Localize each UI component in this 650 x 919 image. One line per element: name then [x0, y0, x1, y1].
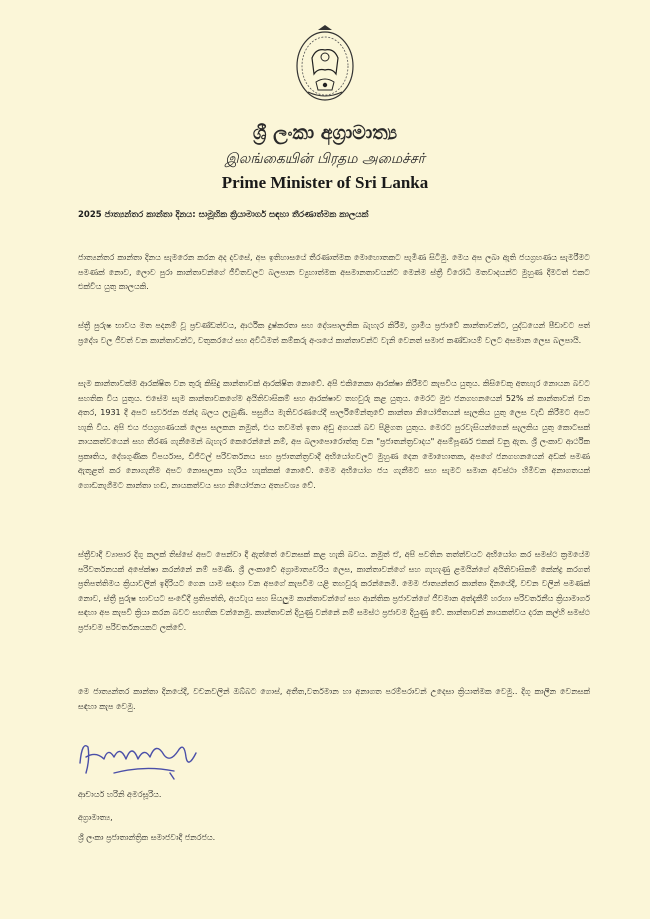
letterhead-title-english: Prime Minister of Sri Lanka — [221, 173, 429, 192]
paragraph-5: මෙ ජාත්‍යන්තර කාන්තා දිනයේදී, වචනවලින් ඔබ්බට ගොස්, අතීත,වර්තමාන හා අනාගත පරම්පරාවන් උදෙසා ක්‍රියාත්මක වෙමු.. දිගු කාලීන වෙනසක් සඳහා කැප වෙමු. — [78, 687, 590, 711]
signatory-country: ශ්‍රී ලංකා ප්‍රජාතාන්ත්‍රික සමාජවාදී ජනරජය. — [78, 833, 216, 842]
signatory-title: අග්‍රාමාත්‍ය, — [78, 813, 113, 822]
letterhead-title-tamil: இலங்கையின் பிரதம அமைச்சர் — [225, 151, 425, 167]
signatory-name: ආචාර්ය හරිනි අමරසූරිය. — [78, 790, 162, 799]
paragraph-2: ස්ත්‍රී පුරුෂ භාවය මත පදනම් වූ ප්‍රචණ්ඩත්වය, ආර්ථික දුෂ්කරතා සහ දේශපාලනික බැහැර කිරීම, ග්‍රාමීය ප්‍රජාවේ කාන්තාවන්ට, යුද්ධයෙන් පීඩාවට පත් ප්‍රදේශ වල ජීවත් වන කාන්තාවන්ට, වතුකරයේ සහ අවිධිමත් කම්කරු අංශයේ කාන්තාවන්ට වැනි වෙනත් සමාජ කණ්ඩායම් වලට අසමාන ලෙස බලපායි. — [78, 321, 590, 345]
sri-lanka-emblem-icon — [292, 24, 358, 104]
paragraph-4: ස්ත්‍රීවාදී ව්‍යාපාර දිගු කලක් තිස්සේ අපට පෙන්වා දී ඇත්තේ වෙනසක් කළ හැකි බවය. නමුත් ඒ, අපි පවතින තත්ත්වයට අභියෝග කර සමස්ථ ක්‍රමයේම පරිවර්තනයක් අපේක්ෂා කරන්නේ නම් පමණි. ශ්‍රී ලංකාවේ අග්‍රාමාත්‍යවරිය ලෙස, කාන්තාවන්ගේ සහ ගැහැණු ළමයින්ගේ අයිතිවාසිකම් කේන්ද්‍ර කරගත් ප්‍රතිපත්තිමය ක්‍රියාවලින් ඉදිරියට ගෙන යාම සඳහා වන අපගේ කැපවීම යළි තහවුරු කරන්නෙමි. මෙම ජාත්‍යන්තර කාන්තා දිනයේදී, වචන වලින් පමණක් නොව, ස්ත්‍රී පුරුෂ භාවයට සංවේදී ප්‍රතිපත්ති, අයවැය සහ සියලුම කාන්තාවන්ගේ සහ ආන්තික ප්‍රජාවන්ගේ ජීවමාන අත්දැකීම් හරහා පරිවර්තනීය ක්‍රියාමාර්ග සඳහා අප කැපවී ක්‍රියා කරන බවට සහතික වන්නෙමු. කාන්තාවන් දියුණු වන්නේ නම් සමස්ථ ප්‍රජාවම දියුණු වේ. කාන්තාවන් නායකත්වය දරන කල්හි සමස්ථ ප්‍රජාවම පරිවර්තනයකට ලක්වේ. — [78, 550, 590, 632]
paragraph-1: ජාත්‍යන්තර කාන්තා දිනය සැමරෙන කරන අද දවසේ, අප ඉතිහාසයේ තීරණාත්මක මොහොතකට පැමිණ සිටිමු. මෙය අප ලබා ඇති ජයග්‍රහණය සැමරීමට පමණක් නොව, ලොව පුරා කාන්තාවන්ගේ ජීවිතවලට බලපාන ව්‍යුහාත්මක අසමානතාවයන්ට මෙන්ම ස්ත්‍රී විරෝධී මතවාදයන්ට මුහුණ දීමටත් එකට එක්විය යුතු කාලයකි. — [78, 253, 590, 291]
handwritten-signature — [74, 733, 224, 783]
paragraph-3: සැම කාන්තාවක්ම ආරක්ෂිත වන තුරු කිසිදු කාන්තාවක් ආරක්ෂිත නොවේ. අපි එකිනෙකා ආරක්ෂා කිරීමට කැපවිය යුතුය. කිසිවෙකු අතහැර නොයන බවට සහතික විය යුතුය. එසේම සැම කාන්තාවකගේම අයිතිවාසිකම් සහ ආරක්ෂාව තහවුරු කළ යුතුය. මෙරට මුළු ජනගහනයෙන් 52% ක් කාන්තාවන් වන අතර, 1931 දී අපට සර්වජන ඡන්ද බලය ලැබුණි. පසුගිය මැතිවරණයේදී පාර්ලිමේන්තුවේ කාන්තා නියෝජිතයන් සැලකිය යුතු ලෙස වැඩි කිරීමට අපට හැකි විය. අපි එය ජයග්‍රහණයක් ලෙස සලකන නමුත්, එය තවමත් ඉතා අඩු අගයක් බව පිළිගත යුතුය. මෙරට පුරවැසියන්ගෙන් සැලකිය යුතු කොටසක් නායකත්වයෙන් සහ තීරණ ගැනීමෙන් බැහැර කෙරෙන්නේ නම්, අප බලාපොරොත්තු වන "ප්‍රජාතන්ත්‍රවාදය" අසම්පූර්ණ එකක් වනු ඇත. ශ්‍රී ලංකාව ආර්ථික ප්‍රකෘතිය, දේශගුණික විපර්යාස, ඩිජිටල් පරිවර්තනය සහ ප්‍රජාතන්ත්‍රවාදී අභියෝගවලට මුහුණ දෙන මොහොතක, අපගේ ජනගහනයෙන් අඩක් පමණ ඇතුළත් කර නොගැනීම අපට නොසලකා හැරිය හැක්කක් නොවේ. මෙම අභියෝග ජය ගැනීමට සහ සැමට සමාන අවස්ථා හිමිවන අනාගතයක් ගොඩනැගීමට කාන්තා හඬ, නායකත්වය සහ නියෝජනය අත්‍යවශ්‍ය වේ. — [78, 379, 590, 490]
letterhead-title-sinhala: ශ්‍රී ලංකා අග්‍රාමාත්‍ය — [252, 122, 398, 144]
document-heading: 2025 ජාත්‍යන්තර කාන්තා දිනය: සාමූහික ක්‍රියාමාර්ග සඳහා තීරණාත්මක කාලයක් — [78, 210, 369, 220]
